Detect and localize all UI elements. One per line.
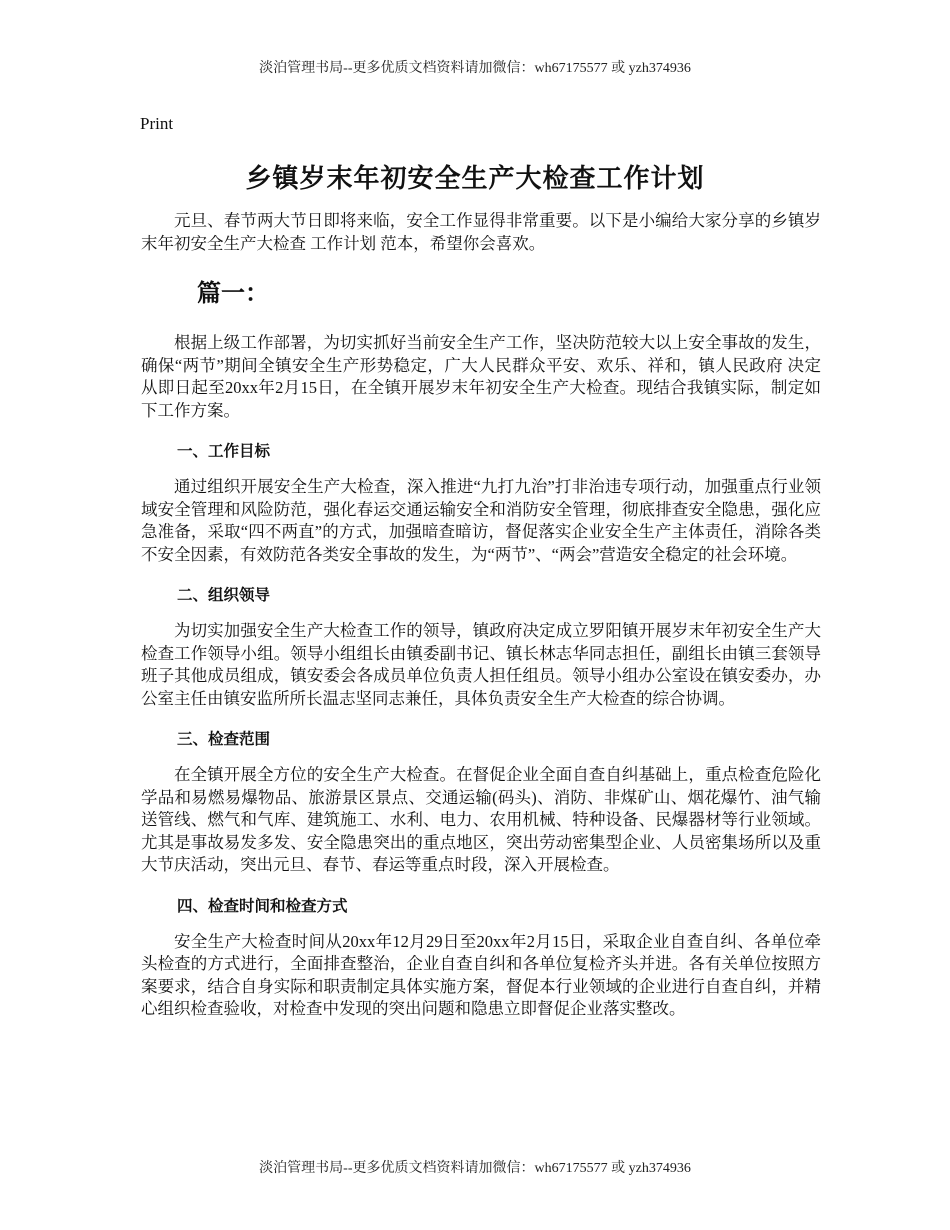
document-title: 乡镇岁末年初安全生产大检查工作计划 [245,164,705,193]
section-heading-schedule: 四、检查时间和检查方式 [177,896,348,915]
part-heading: 篇一： [197,281,269,307]
section-heading-scope: 三、检查范围 [177,730,271,748]
opening-paragraph: 根据上级工作部署，为切实抓好当前安全生产工作，坚决防范较大以上安全事故的发生，确保“两节”期间全镇安全生产形势稳定，广大人民群众平安、欢乐、祥和，镇人民政府 决定 从即日起至20xx年2月15日，在全镇开展岁末年初安全生产大检查。现结合我镇实际，制定如下工作方案。 [141,333,821,420]
section-text-scope: 在全镇开展全方位的安全生产大检查。在督促企业全面自查自纠基础上，重点检查危险化学品和易燃易爆物品、旅游景区景点、交通运输(码头)、消防、非煤矿山、烟花爆竹、油气输送管线、燃气和气库、建筑施工、水利、电力、农用机械、特种设备、民爆器材等行业领域。尤其是事故易发多发、安全隐患突出的重点地区，突出劳动密集型企业、人员密集场所以及重大节庆活动，突出元旦、春节、春运等重点时段，深入开展检查。 [141,765,821,874]
section-heading-goals: 一、工作目标 [177,442,271,460]
section-heading-leadership: 二、组织领导 [177,586,271,604]
intro-paragraph: 元旦、春节两大节日即将来临，安全工作显得非常重要。以下是小编给大家分享的乡镇岁末年初安全生产大检查 工作计划 范本，希望你会喜欢。 [141,211,821,253]
page-header: 淡泊管理书局--更多优质文档资料请加微信：wh67175577 或 yzh374936 [259,61,691,76]
section-text-goals: 通过组织开展安全生产大检查，深入推进“九打九治”打非治违专项行动，加强重点行业领域安全管理和风险防范，强化春运交通运输安全和消防安全管理，彻底排查安全隐患，强化应急准备，采取“四不两直”的方式，加强暗查暗访，督促落实企业安全生产主体责任，消除各类不安全因素，有效防范各类安全事故的发生，为“两节”、“两会”营造安全稳定的社会环境。 [141,477,821,564]
section-text-leadership: 为切实加强安全生产大检查工作的领导，镇政府决定成立罗阳镇开展岁末年初安全生产大检查工作领导小组。领导小组组长由镇委副书记、镇长林志华同志担任，副组长由镇三套领导班子其他成员组成，镇安委会各成员单位负责人担任组员。领导小组办公室设在镇安委办，办公室主任由镇安监所所长温志坚同志兼任，具体负责安全生产大检查的综合协调。 [141,621,821,708]
page-footer: 淡泊管理书局--更多优质文档资料请加微信：wh67175577 或 yzh374936 [259,1161,691,1176]
print-label: Print [140,114,174,133]
section-text-schedule: 安全生产大检查时间从20xx年12月29日至20xx年2月15日，采取企业自查自纠、各单位牵头检查的方式进行，全面排查整治，企业自查自纠和各单位复检齐头并进。各有关单位按照方案要求，结合自身实际和职责制定具体实施方案，督促本行业领域的企业进行自查自纠，并精心组织检查验收，对检查中发现的突出问题和隐患立即督促企业落实整改。 [141,931,821,1018]
document-body [141,210,821,1021]
